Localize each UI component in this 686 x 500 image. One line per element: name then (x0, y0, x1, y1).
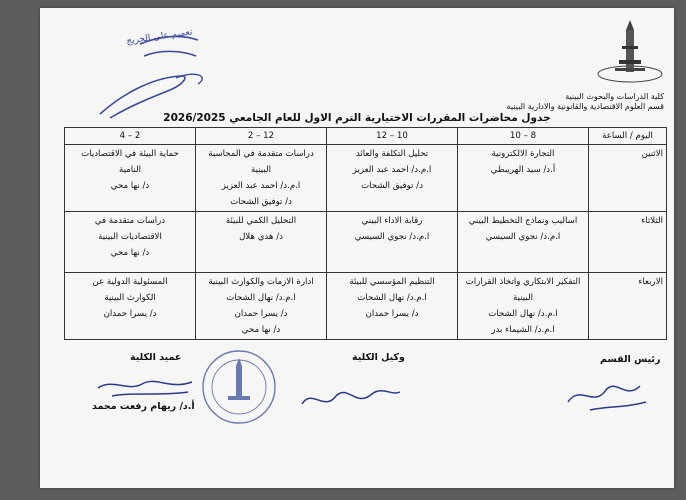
instructor: د/ يسرا حمدان (103, 309, 157, 319)
column-header: 12 – 2 (196, 128, 327, 145)
instructor: د/ يسرا حمدان (234, 309, 288, 319)
dean-name: أ.د/ ريهام رفعت محمد (92, 401, 195, 412)
dean-signature (92, 368, 202, 408)
day-label: الاربعاء (589, 273, 667, 340)
day-label: الاثنين (589, 145, 667, 212)
schedule-cell (196, 273, 327, 340)
course-name: دراسات متقدمة في المحاسبة (208, 149, 314, 159)
course-name-cont: الكوارث البينية (104, 293, 156, 303)
head-of-department-signature (560, 372, 656, 416)
instructor: ا.م.د/ نهال الشحات (357, 293, 427, 303)
schedule-cell (327, 212, 458, 273)
schedule-cell (458, 212, 589, 273)
course-name-cont: البينية (251, 165, 271, 175)
instructor: د/ توفيق الشحات (361, 181, 423, 191)
table-row (65, 273, 667, 340)
college-header (507, 92, 664, 112)
handwritten-note-text: تعميم على الخريج (125, 27, 194, 47)
course-name: التنظيم المؤسسي للبيئة (349, 277, 435, 287)
department-name: قسم العلوم الاقتصادية والقانونية والادارية البينية (506, 102, 664, 111)
schedule-cell (327, 145, 458, 212)
schedule-cell (196, 145, 327, 212)
column-header: 8 – 10 (458, 128, 589, 145)
course-name: دراسات متقدمة في (94, 216, 166, 226)
instructor: ا.م.د/ احمد عبد العزيز (352, 165, 432, 175)
column-header: 2 – 4 (65, 128, 196, 145)
table-row (65, 212, 667, 273)
schedule-cell (458, 273, 589, 340)
schedule-cell (458, 145, 589, 212)
course-name: التجارة الالكترونية (491, 149, 555, 159)
course-name: ادارة الازمات والكوارث البينية (208, 277, 314, 287)
schedule-cell (65, 273, 196, 340)
vice-dean-label: وكيل الكلية (352, 352, 405, 363)
instructor: د/ هدي هلال (239, 232, 283, 242)
instructor: ا.م.د/ نهال الشحات (488, 309, 558, 319)
course-name: تحليل التكلفة والعائد (355, 149, 429, 159)
vice-dean-signature (296, 378, 406, 418)
schedule-table (64, 127, 667, 340)
instructor: أ.د/ سيد الهريبطي (490, 165, 556, 175)
course-name: التحليل الكمي للبيئة (225, 216, 297, 226)
instructor: ا.م.د/ احمد عبد العزيز (221, 181, 301, 191)
document-title: جدول محاضرات المقررات الاختيارية الترم الاول للعام الجامعي 2026/2025 (163, 112, 551, 124)
course-name-cont: البينية (513, 293, 533, 303)
instructor: د/ نها محي (110, 248, 150, 258)
instructor: د/ نها محي (110, 181, 150, 191)
schedule-cell (327, 273, 458, 340)
course-name-cont: النامية (118, 165, 142, 175)
instructor: ا.م.د/ نجوي السيسي (354, 232, 430, 242)
table-row (65, 145, 667, 212)
university-logo (595, 16, 665, 86)
course-name-cont: الاقتصاديات البينية (98, 232, 162, 242)
dean-label: عميد الكلية (130, 352, 182, 363)
head-of-department-label: رئيس القسم (600, 354, 661, 365)
schedule-cell (65, 212, 196, 273)
course-name: التفكير الابتكاري واتخاذ القرارات (465, 277, 581, 287)
college-name: كلية الدراسات والبحوث البينية (565, 92, 664, 101)
instructor: ا.م.د/ نهال الشحات (226, 293, 296, 303)
instructor: د/ يسرا حمدان (365, 309, 419, 319)
table-header-row (65, 128, 667, 145)
corner-header: اليوم / الساعة (589, 128, 667, 145)
schedule-cell (65, 145, 196, 212)
schedule-cell (196, 212, 327, 273)
course-name: اساليب ونماذج التخطيط البيني (468, 216, 578, 226)
course-name: رقابة الاداء البيني (361, 216, 423, 226)
column-header: 10 – 12 (327, 128, 458, 145)
instructor: ا.م.د/ الشيماء بدر (491, 325, 555, 335)
instructor: ا.م.د/ نجوي السيسي (485, 232, 561, 242)
course-name: حماية البيئة في الاقتصاديات (81, 149, 179, 159)
official-stamp (200, 348, 278, 426)
day-label: الثلاثاء (589, 212, 667, 273)
instructor: د/ توفيق الشحات (230, 197, 292, 207)
instructor: د/ نها محي (241, 325, 281, 335)
document-page (40, 8, 674, 488)
course-name: المسئولية الدولية عن (92, 277, 168, 287)
